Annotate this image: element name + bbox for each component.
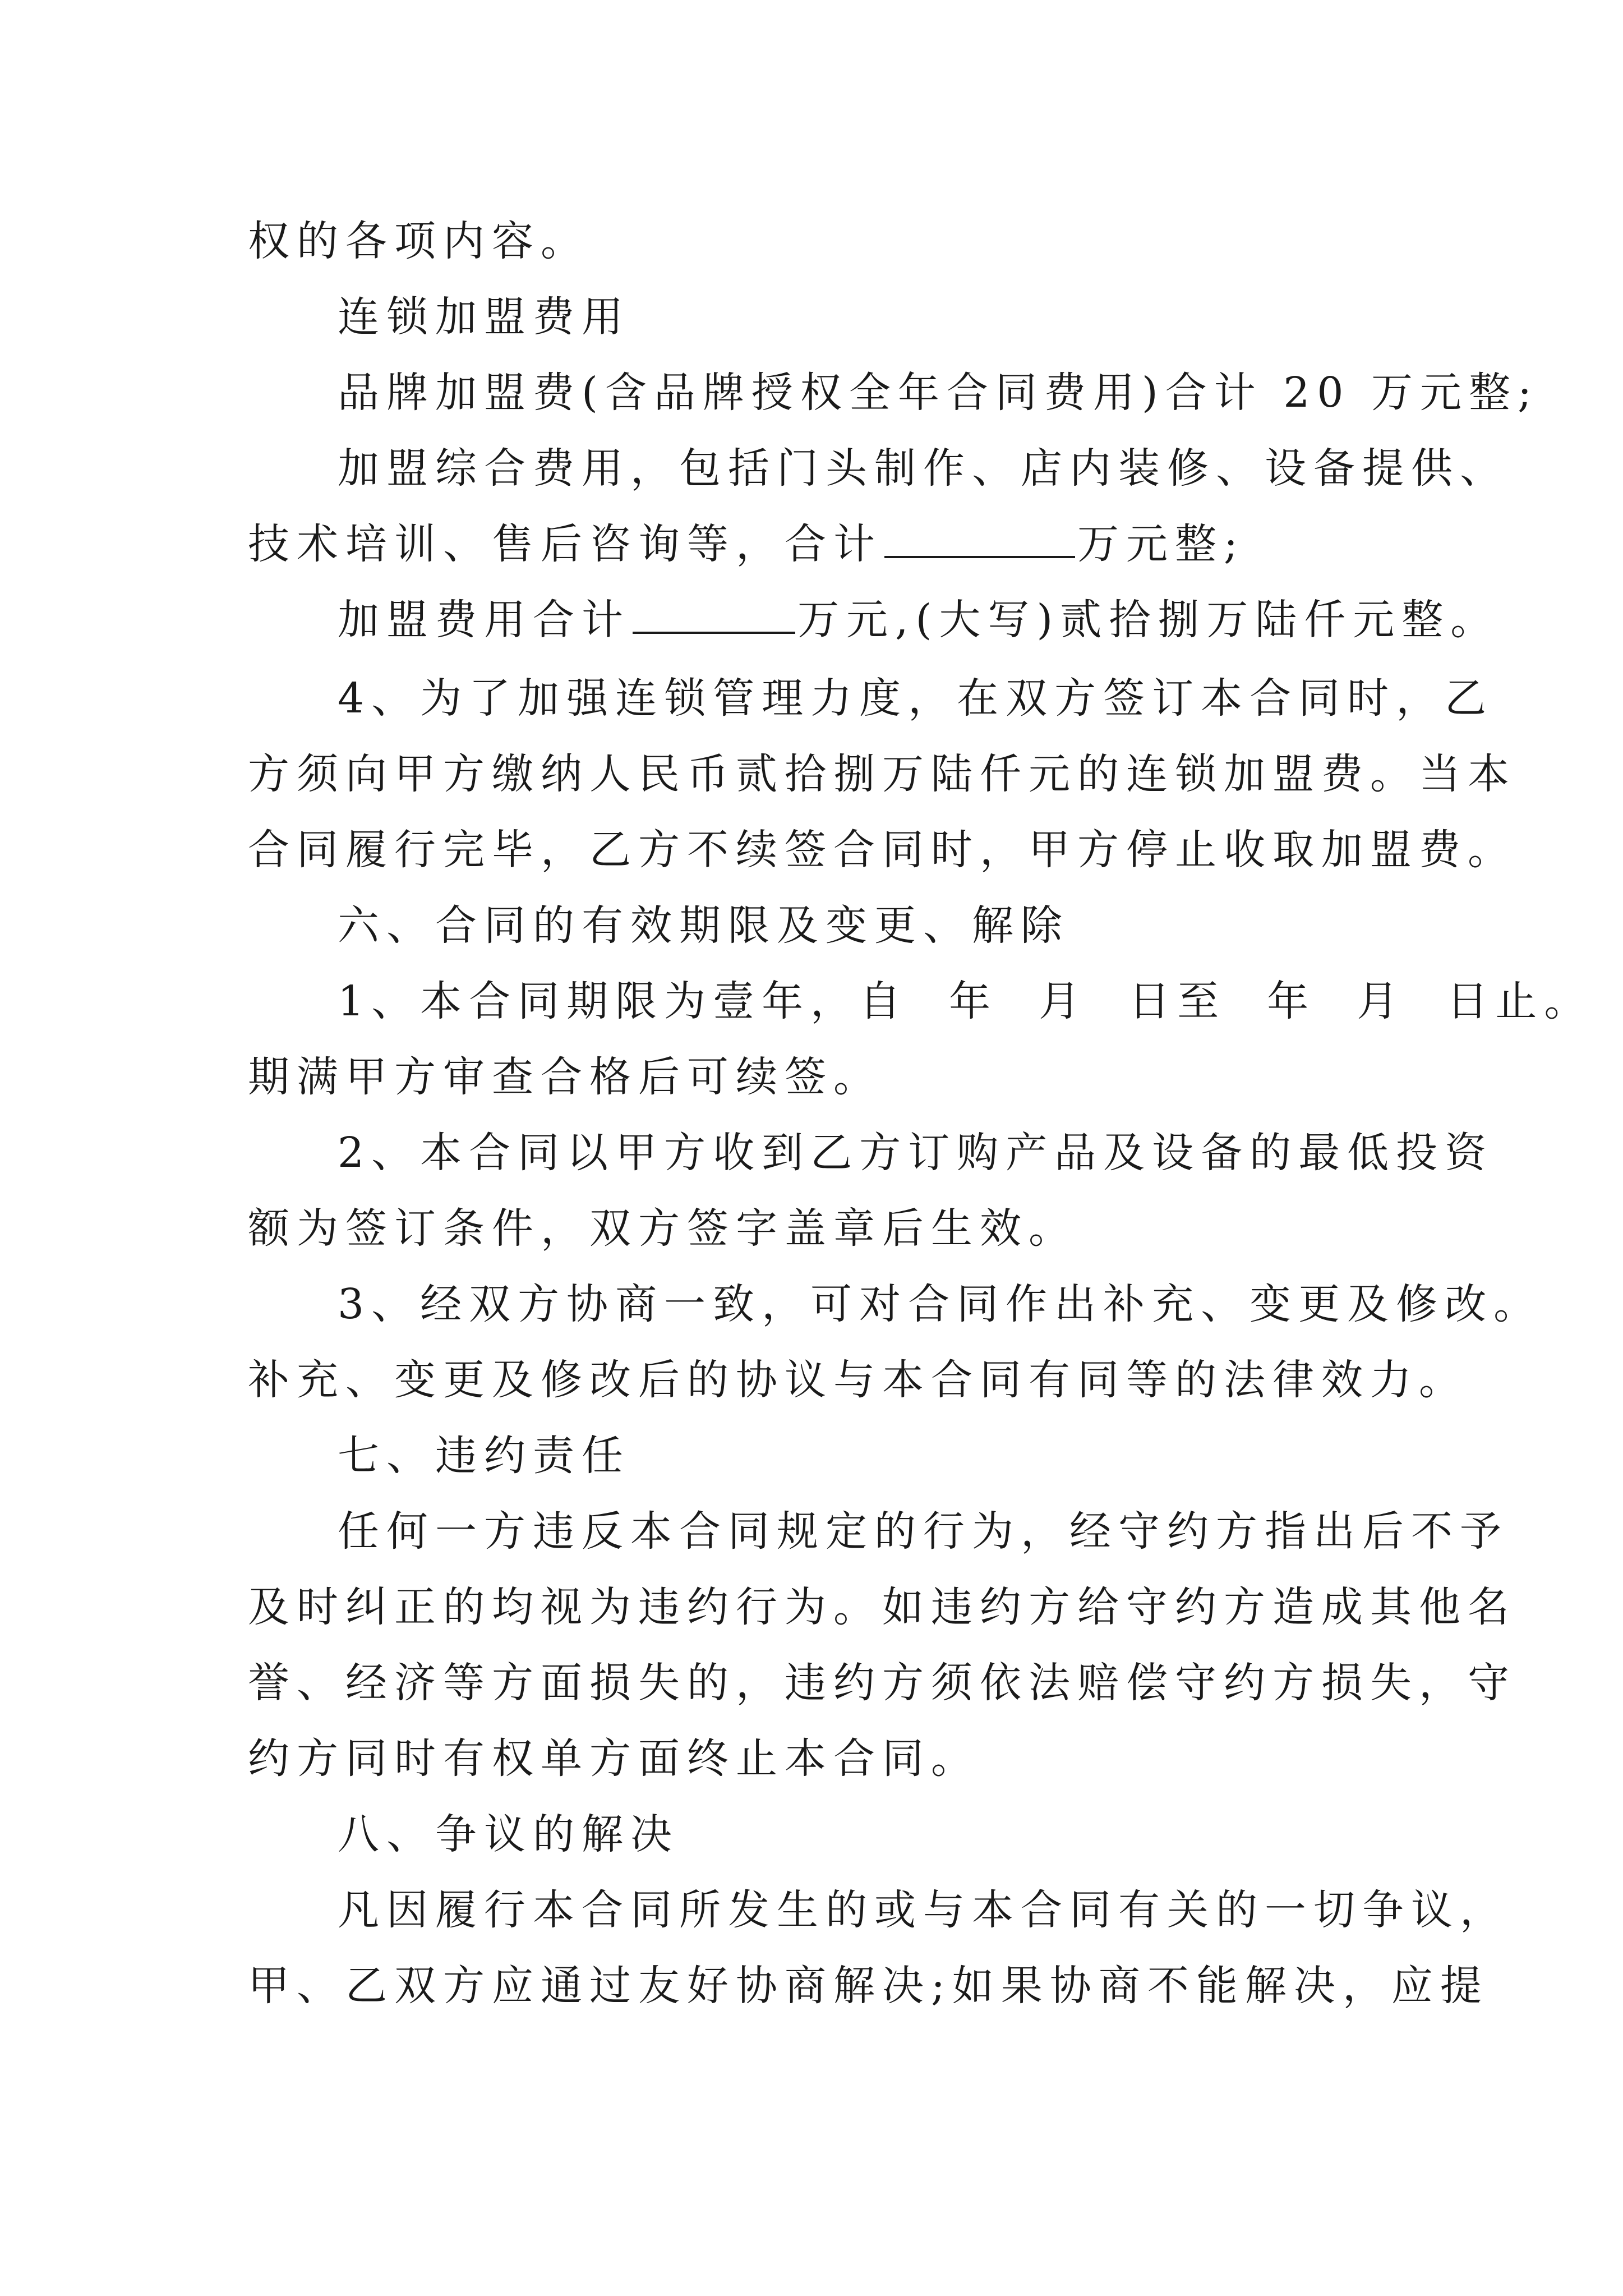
line-text: 万元整;: [1077, 520, 1245, 568]
paragraph-line: 品牌加盟费(含品牌授权全年合同费用)合计 20 万元整;: [338, 369, 1539, 417]
paragraph-line: 任何一方违反本合同规定的行为，经守约方指出后不予: [338, 1507, 1509, 1556]
paragraph-line: 4、为了加强连锁管理力度，在双方签订本合同时，乙: [338, 674, 1494, 723]
paragraph-line: 凡因履行本合同所发生的或与本合同有关的一切争议，: [338, 1886, 1509, 1934]
paragraph-line: 约方同时有权单方面终止本合同。: [248, 1734, 980, 1783]
line-text: 加盟费用合计: [338, 596, 630, 644]
paragraph-line: 2、本合同以甲方收到乙方订购产品及设备的最低投资: [338, 1129, 1494, 1177]
paragraph-line: 额为签订条件，双方签字盖章后生效。: [248, 1204, 1077, 1253]
paragraph-line: 誉、经济等方面损失的，违约方须依法赔偿守约方损失，守: [248, 1659, 1516, 1707]
paragraph-line: 1、本合同期限为壹年，自 年 月 日至 年 月 日止。: [338, 977, 1593, 1025]
paragraph-line: 方须向甲方缴纳人民币贰拾捌万陆仟元的连锁加盟费。当本: [248, 750, 1516, 798]
paragraph-line: 合同履行完毕，乙方不续签合同时，甲方停止收取加盟费。: [248, 826, 1516, 874]
paragraph-line: 及时纠正的均视为违约行为。如违约方给守约方造成其他名: [248, 1583, 1516, 1631]
paragraph-line: 3、经双方协商一致，可对合同作出补充、变更及修改。: [338, 1280, 1543, 1328]
section-heading-disputes: 八、争议的解决: [338, 1810, 679, 1858]
section-heading-term: 六、合同的有效期限及变更、解除: [338, 901, 1069, 950]
paragraph-line: [338, 586, 1499, 654]
fill-in-blank: [633, 598, 795, 634]
paragraph-line: [248, 510, 1245, 578]
line-text: 技术培训、售后咨询等，合计: [248, 520, 882, 568]
section-heading-franchise-fees: 连锁加盟费用: [338, 293, 630, 341]
paragraph-line: 甲、乙双方应通过友好协商解决;如果协商不能解决，应提: [248, 1962, 1489, 2010]
paragraph-line: 权的各项内容。: [248, 217, 589, 265]
paragraph-line: 加盟综合费用，包括门头制作、店内装修、设备提供、: [338, 444, 1509, 493]
paragraph-line: 补充、变更及修改后的协议与本合同有同等的法律效力。: [248, 1356, 1468, 1404]
paragraph-line: 期满甲方审查合格后可续签。: [248, 1053, 882, 1101]
line-text: 万元,(大写)贰拾捌万陆仟元整。: [797, 596, 1500, 644]
section-heading-breach: 七、违约责任: [338, 1432, 630, 1480]
fill-in-blank: [884, 522, 1075, 558]
